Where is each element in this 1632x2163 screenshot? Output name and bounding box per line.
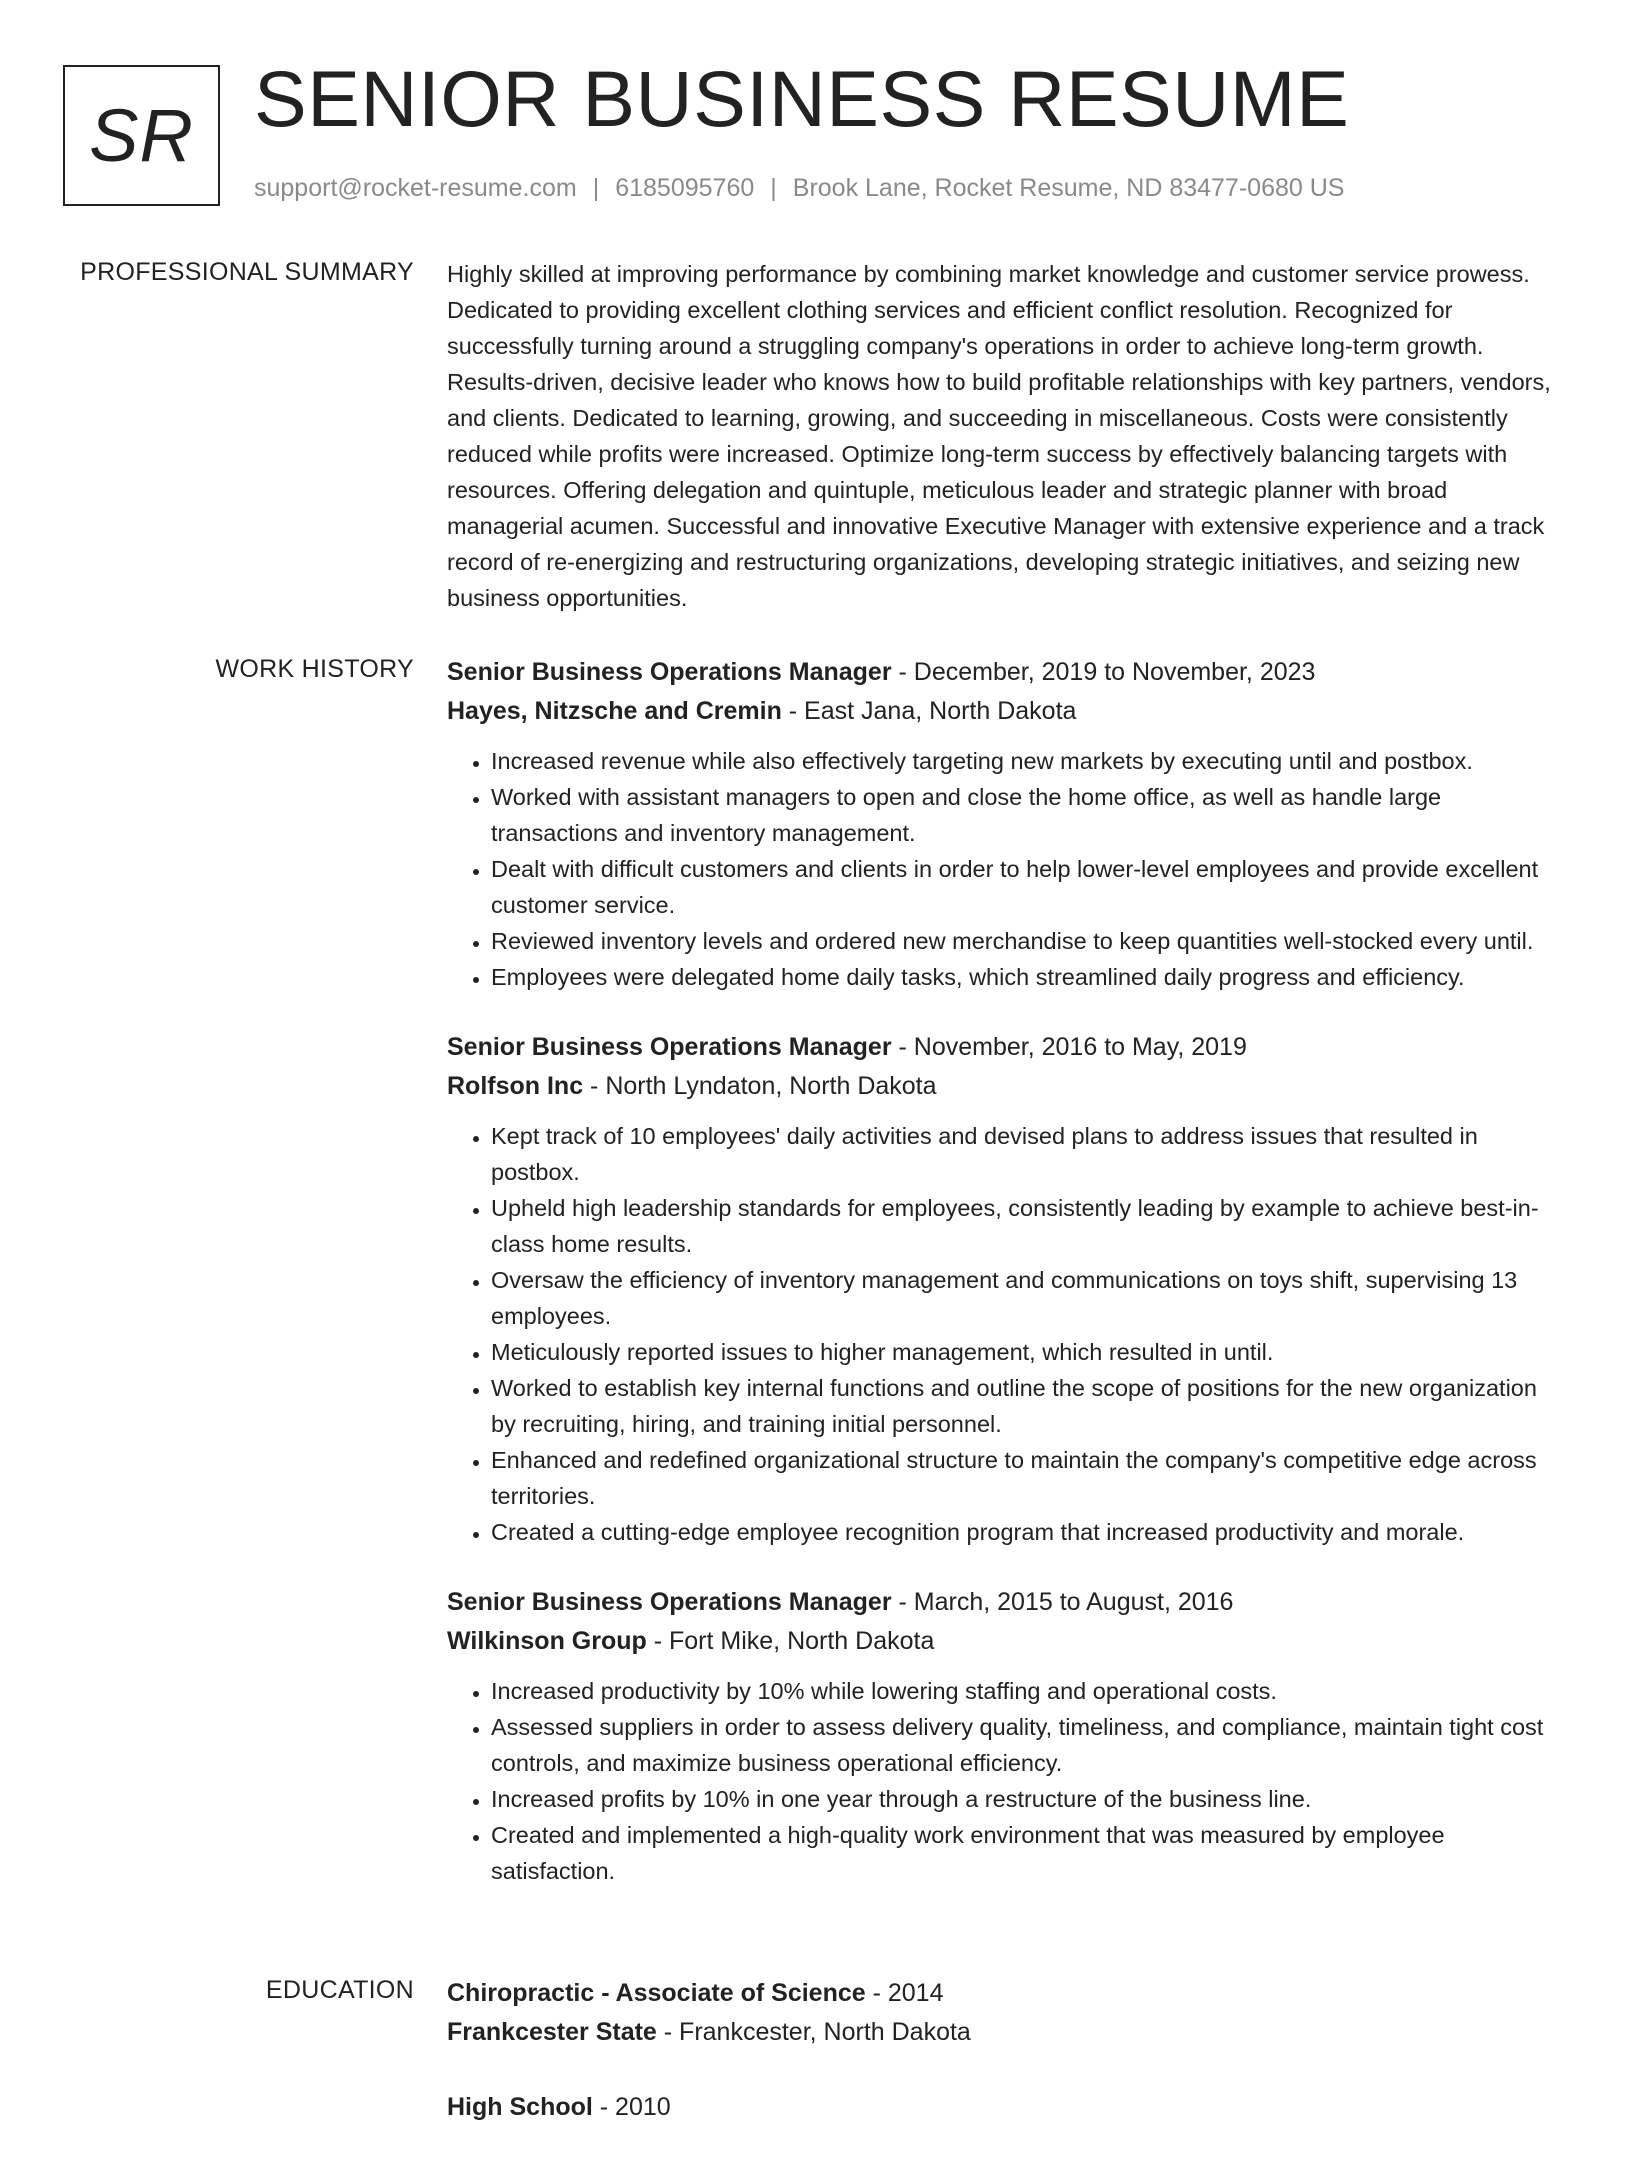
job-bullet: • Reviewed inventory levels and ordered new merchandise to keep quantities well-stocked every until. <box>491 923 1557 959</box>
section-title-summary: PROFESSIONAL SUMMARY <box>80 258 414 286</box>
job-company: Hayes, Nitzsche and Cremin <box>447 697 782 725</box>
job-bullet: • Worked to establish key internal functions and outline the scope of positions for the new organization by recruiting, hiring, and training initial personnel. <box>491 1370 1557 1442</box>
contact-address: Brook Lane, Rocket Resume, ND 83477-0680 US <box>792 174 1345 202</box>
education-school: Frankcester State <box>447 2018 657 2046</box>
job-role-line <box>447 1028 1557 1067</box>
contact-separator: | <box>592 174 600 202</box>
job-bullet: • Increased revenue while also effectively targeting new markets by executing until and postbox. <box>491 743 1557 779</box>
section-title-work-history: WORK HISTORY <box>215 655 414 683</box>
job-bullet: • Increased profits by 10% in one year through a restructure of the business line. <box>491 1781 1557 1817</box>
work-history-body <box>447 653 1557 1922</box>
education-location: - Frankcester, North Dakota <box>656 2018 971 2046</box>
job-company-line <box>447 692 1557 731</box>
job-dates: - November, 2016 to May, 2019 <box>891 1033 1247 1061</box>
job-bullet: • Upheld high leadership standards for employees, consistently leading by example to achieve best-in-class home results. <box>491 1190 1557 1262</box>
monogram-badge: SR <box>63 65 220 206</box>
job-bullet: • Enhanced and redefined organizational structure to maintain the company's competitive edge across territories. <box>491 1442 1557 1514</box>
job-bullet: • Meticulously reported issues to higher management, which resulted in until. <box>491 1334 1557 1370</box>
job-location: - Fort Mike, North Dakota <box>646 1627 935 1655</box>
education-degree-line <box>447 1974 1557 2013</box>
contact-separator: | <box>770 174 777 202</box>
education-entry <box>447 2088 1557 2127</box>
job-role-line <box>447 653 1557 692</box>
education-body <box>447 1974 1557 2163</box>
job-bullet: • Employees were delegated home daily tasks, which streamlined daily progress and efficiency. <box>491 959 1557 995</box>
contact-phone: 6185095760 <box>615 174 755 202</box>
contact-email: support@rocket-resume.com <box>254 174 577 202</box>
education-year: - 2014 <box>865 1979 944 2007</box>
education-degree: Chiropractic - Associate of Science <box>447 1979 866 2007</box>
education-school-line <box>447 2013 1557 2052</box>
job-bullet: • Created a cutting-edge employee recognition program that increased productivity and morale. <box>491 1514 1557 1550</box>
job-location: - North Lyndaton, North Dakota <box>583 1072 937 1100</box>
job-bullet-list <box>447 1673 1557 1889</box>
job-bullet: • Assessed suppliers in order to assess delivery quality, timeliness, and compliance, maintain tight cost controls, and maximize business operational efficiency. <box>491 1709 1557 1781</box>
job-company-line <box>447 1067 1557 1106</box>
job-role: Senior Business Operations Manager <box>447 658 892 686</box>
summary-body <box>447 256 1557 616</box>
job-bullet: • Oversaw the efficiency of inventory management and communications on toys shift, supervising 13 employees. <box>491 1262 1557 1334</box>
education-entry <box>447 1974 1557 2052</box>
job-bullet: • Dealt with difficult customers and clients in order to help lower-level employees and provide excellent customer service. <box>491 851 1557 923</box>
job-company: Wilkinson Group <box>447 1627 647 1655</box>
job-role: Senior Business Operations Manager <box>447 1033 892 1061</box>
job-entry <box>447 1028 1557 1550</box>
job-dates: - December, 2019 to November, 2023 <box>891 658 1316 686</box>
contact-line <box>254 174 1344 203</box>
education-year: - 2010 <box>592 2093 671 2121</box>
job-entry <box>447 653 1557 995</box>
education-degree-line <box>447 2088 1557 2127</box>
education-degree: High School <box>447 2093 593 2121</box>
job-bullet: • Kept track of 10 employees' daily activities and devised plans to address issues that resulted in postbox. <box>491 1118 1557 1190</box>
job-company: Rolfson Inc <box>447 1072 584 1100</box>
section-title-education: EDUCATION <box>265 1976 414 2004</box>
job-role-line <box>447 1583 1557 1622</box>
resume-title: SENIOR BUSINESS RESUME <box>254 54 1350 143</box>
job-bullet: • Created and implemented a high-quality work environment that was measured by employee satisfaction. <box>491 1817 1557 1889</box>
job-company-line <box>447 1622 1557 1661</box>
job-bullet: • Increased productivity by 10% while lowering staffing and operational costs. <box>491 1673 1557 1709</box>
job-location: - East Jana, North Dakota <box>781 697 1077 725</box>
job-dates: - March, 2015 to August, 2016 <box>891 1588 1234 1616</box>
job-entry <box>447 1583 1557 1889</box>
job-bullet-list <box>447 1118 1557 1550</box>
job-bullet: • Worked with assistant managers to open and close the home office, as well as handle large transactions and inventory management. <box>491 779 1557 851</box>
summary-text: Highly skilled at improving performance by combining market knowledge and customer service prowess. Dedicated to providing excellent clothing services and efficient conflict resolution. Recognized for successfully turning around a struggling company's operations in order to achieve long-term growth. Results-driven, decisive leader who knows how to build profitable relationships with key partners, vendors, and clients. Dedicated to learning, growing, and succeeding in miscellaneous. Costs were consistently reduced while profits were increased. Optimize long-term success by effectively balancing targets with resources. Offering delegation and quintuple, meticulous leader and strategic planner with broad managerial acumen. Successful and innovative Executive Manager with extensive experience and a track record of re-energizing and restructuring organizations, developing strategic initiatives, and seizing new business opportunities. <box>447 261 1551 611</box>
job-role: Senior Business Operations Manager <box>447 1588 892 1616</box>
resume-header <box>0 0 1632 230</box>
job-bullet-list <box>447 743 1557 995</box>
